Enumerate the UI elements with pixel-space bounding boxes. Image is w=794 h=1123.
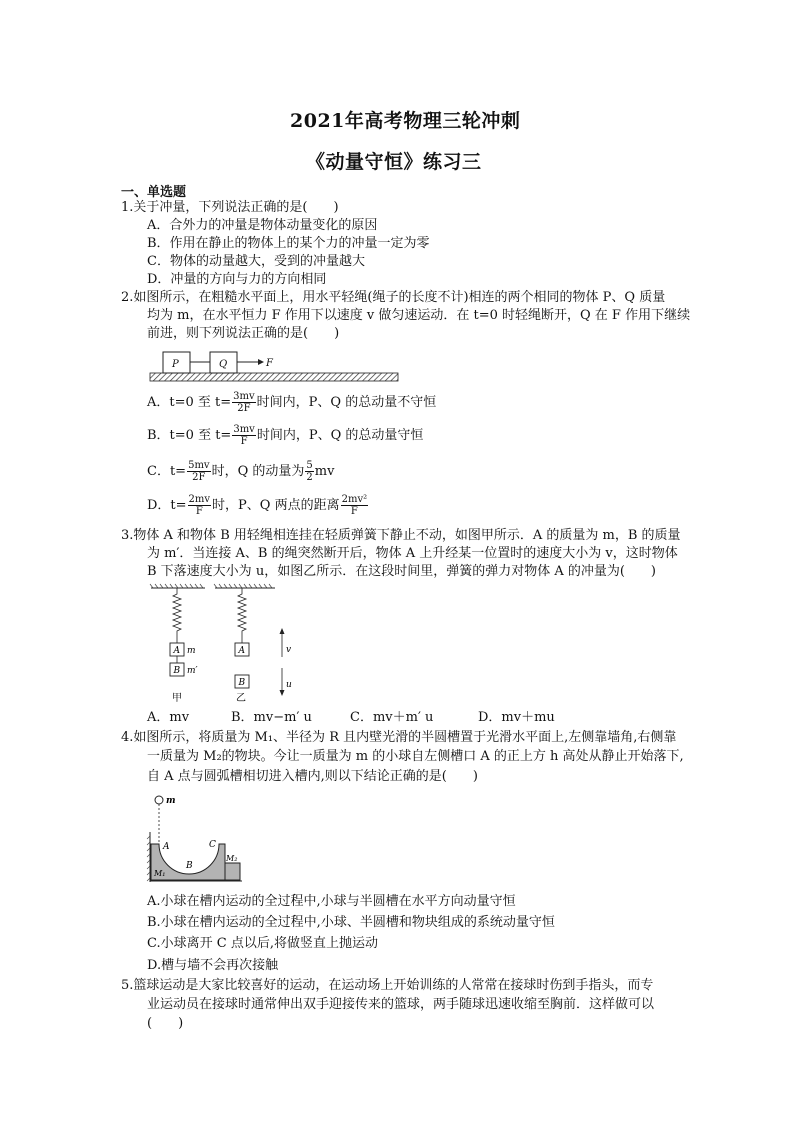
page-subtitle: 《动量守恒》练习三 bbox=[306, 151, 482, 173]
q4-stem-line1: 4.如图所示，将质量为 M₁、半径为 R 且内壁光滑的半圆槽置于光滑水平面上,左侧靠墙角,右侧靠 bbox=[121, 730, 677, 745]
svg-text:C: C bbox=[209, 840, 216, 850]
svg-text:B: B bbox=[173, 666, 181, 676]
page-title: 2021年高考物理三轮冲刺 bbox=[290, 110, 521, 132]
svg-text:A: A bbox=[238, 646, 245, 656]
svg-text:B: B bbox=[186, 861, 193, 871]
q2-option-c[interactable]: C．t= $\frac{5mv}{2F}$ 时，Q 的动量为 $\frac{5}{2}$ mv bbox=[147, 460, 335, 483]
q5-stem-line3: ( ) bbox=[147, 1016, 184, 1031]
q3-option-c[interactable]: C．mv＋m′ u bbox=[350, 710, 434, 725]
spring-yi bbox=[238, 588, 246, 643]
svg-text:v: v bbox=[286, 645, 292, 655]
q4-stem-line2: 一质量为 M₂的物块。今让一质量为 m 的小球自左侧槽口 A 的正上方 h 高处从静止开始落下, bbox=[147, 749, 684, 764]
q3-stem-line2: 为 m′．当连接 A、B 的绳突然断开后，物体 A 上升经某一位置时的速度大小为 v，这时物体 bbox=[147, 546, 678, 561]
spring-jia bbox=[173, 588, 181, 643]
q4-stem-line3: 自 A 点与圆弧槽相切进入槽内,则以下结论正确的是( ) bbox=[147, 769, 478, 784]
block-m2 bbox=[225, 863, 240, 880]
q1-option-a[interactable]: A．合外力的冲量是物体动量变化的原因 bbox=[147, 218, 378, 233]
q1-option-c[interactable]: C．物体的动量越大，受到的冲量越大 bbox=[147, 254, 365, 269]
q5-stem-line1: 5.篮球运动是大家比较喜好的运动，在运动场上开始训练的人常常在接球时伤到手指头，而专 bbox=[121, 978, 654, 993]
svg-text:m: m bbox=[187, 646, 196, 656]
q2-stem-line1: 2.如图所示，在粗糙水平面上，用水平轻绳(绳子的长度不计)相连的两个相同的物体 P、Q 质量 bbox=[121, 290, 666, 305]
svg-text:m: m bbox=[166, 796, 176, 806]
q3-figure-springs bbox=[145, 582, 305, 706]
label-f: F bbox=[266, 358, 273, 369]
ceiling-yi bbox=[214, 584, 275, 588]
svg-text:u: u bbox=[286, 680, 292, 690]
q1-option-d[interactable]: D．冲量的方向与力的方向相同 bbox=[147, 272, 327, 287]
label-p: P bbox=[172, 359, 179, 370]
svg-text:m′: m′ bbox=[187, 666, 198, 676]
q4-option-d[interactable]: D.槽与墙不会再次接触 bbox=[147, 958, 279, 973]
q3-stem-line1: 3.物体 A 和物体 B 用轻绳相连挂在轻质弹簧下静止不动，如图甲所示．A 的质量为 m，B 的质量 bbox=[121, 528, 681, 543]
q1-option-b[interactable]: B．作用在静止的物体上的某个力的冲量一定为零 bbox=[147, 236, 430, 251]
q2-figure-blocks bbox=[148, 346, 400, 382]
q2-option-d[interactable]: D．t= $\frac{2mv}{F}$ 时，P、Q 两点的距离 $\frac{\text{2mv²}}{F}$ bbox=[147, 494, 368, 517]
label-yi: 乙 bbox=[236, 693, 246, 704]
ball bbox=[155, 796, 163, 804]
q2-stem-line3: 前进，则下列说法正确的是( ) bbox=[147, 326, 340, 341]
q3-option-d[interactable]: D．mv＋mu bbox=[478, 710, 555, 725]
section-heading: 一、单选题 bbox=[121, 185, 187, 200]
q4-figure-half-groove bbox=[146, 792, 250, 884]
q1-stem: 1.关于冲量，下列说法正确的是( ) bbox=[121, 200, 339, 215]
q4-option-b[interactable]: B.小球在槽内运动的全过程中,小球、半圆槽和物块组成的系统动量守恒 bbox=[147, 915, 555, 930]
q4-option-c[interactable]: C.小球离开 C 点以后,将做竖直上抛运动 bbox=[147, 936, 378, 951]
ground-surface bbox=[150, 373, 398, 381]
q2-option-b[interactable]: B．t=0 至 t= $\frac{3mv}{F}$ 时间内，P、Q 的总动量守恒 bbox=[147, 424, 424, 447]
ceiling-jia bbox=[150, 584, 205, 588]
q3-stem-line3: B 下落速度大小为 u，如图乙所示．在这段时间里，弹簧的弹力对物体 A 的冲量为( ) bbox=[147, 564, 656, 579]
q5-stem-line2: 业运动员在接球时通常伸出双手迎接传来的篮球，两手随球迅速收缩至胸前．这样做可以 bbox=[147, 997, 655, 1012]
svg-text:M₂: M₂ bbox=[226, 854, 238, 863]
svg-text:B: B bbox=[238, 678, 246, 688]
label-jia: 甲 bbox=[172, 693, 182, 704]
q2-option-a[interactable]: A．t=0 至 t= $\frac{3mv}{2F}$ 时间内，P、Q 的总动量不守恒 bbox=[147, 391, 437, 414]
label-q: Q bbox=[219, 359, 228, 370]
q3-option-b[interactable]: B．mv−m′ u bbox=[231, 710, 312, 725]
q4-option-a[interactable]: A.小球在槽内运动的全过程中,小球与半圆槽在水平方向动量守恒 bbox=[147, 894, 516, 909]
svg-text:M₁: M₁ bbox=[154, 869, 166, 878]
q2-stem-line2: 均为 m，在水平恒力 F 作用下以速度 v 做匀速运动．在 t=0 时轻绳断开，Q 在 F 作用下继续 bbox=[147, 308, 691, 323]
svg-text:A: A bbox=[163, 842, 170, 852]
q3-option-a[interactable]: A．mv bbox=[147, 710, 190, 725]
svg-text:A: A bbox=[173, 646, 180, 656]
